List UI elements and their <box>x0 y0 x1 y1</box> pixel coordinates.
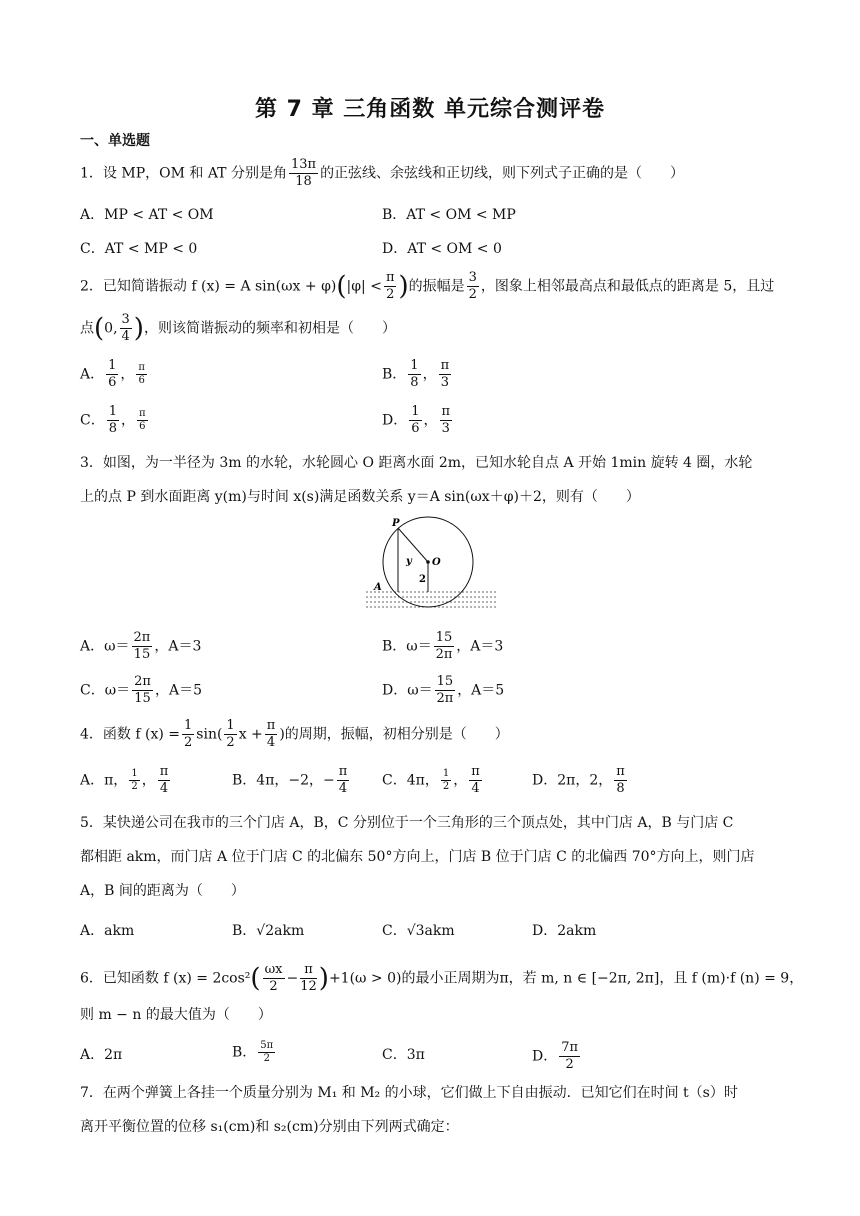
question-3-line-1: 3．如图，为一半径为 3m 的水轮，水轮圆心 O 距离水面 2m，已知水轮自点 A 开始 1min 旋转 4 圈，水轮 <box>80 455 753 471</box>
q4-option-c[interactable]: C．4π， $\frac{1}{2}$ ， $\frac{\pi}{4}$ <box>382 764 480 796</box>
q4-option-b[interactable]: B．4π，−2，− $\frac{\pi}{4}$ <box>232 764 348 796</box>
question-7-line-1: 7．在两个弹簧上各挂一个质量分别为 M₁ 和 M₂ 的小球，它们做上下自由振动．已知它们在时间 t（s）时 <box>80 1085 738 1101</box>
radius-p-o <box>398 528 428 562</box>
q6-option-c[interactable]: C．3π <box>382 1047 425 1063</box>
q6-option-d[interactable]: D． $\frac{7\pi}{2}$ <box>532 1040 579 1072</box>
question-6-line-2: 则 m − n 的最大值为（ ） <box>80 1007 272 1023</box>
q3-option-c[interactable]: C．ω＝ $\frac{2\pi}{15}$ ，A＝5 <box>80 674 202 706</box>
section-heading: 一、单选题 <box>80 133 150 149</box>
q1-fraction: $\frac{13\pi}{18}$ <box>290 157 317 189</box>
water-lines <box>366 592 498 607</box>
q1-prefix: 1．设 MP，OM 和 AT 分别是角 <box>80 165 287 182</box>
q1-suffix: 的正弦线、余弦线和正切线，则下列式子正确的是（ ） <box>320 165 685 182</box>
question-5-line-1: 5．某快递公司在我市的三个门店 A，B，C 分别位于一个三角形的三个顶点处，其中门店 A，B 与门店 C <box>80 815 734 831</box>
q5-option-d[interactable]: D．2akm <box>532 923 597 939</box>
q3-option-d[interactable]: D．ω＝ $\frac{15}{2\pi}$ ，A＝5 <box>382 674 505 706</box>
q2-option-c[interactable]: C． $\frac{1}{8}$ ， $\frac{\pi}{6}$ <box>80 404 146 436</box>
label-2: 2 <box>419 574 426 585</box>
q5-option-b[interactable]: B．√2akm <box>232 923 305 939</box>
question-2-line-1: 2．已知简谐振动 f (x) = A sin(ωx + φ)(|φ| < $\frac{\pi}{2}$ )的振幅是 $\frac{3}{2}$ ，图象上相邻最高点和最低点的距离是 5，且过 <box>80 270 775 302</box>
q3-option-b[interactable]: B．ω＝ $\frac{15}{2\pi}$ ，A＝3 <box>382 630 504 662</box>
q1-option-d[interactable]: D．AT < OM < 0 <box>382 241 502 257</box>
question-5-line-3: A，B 间的距离为（ ） <box>80 883 245 899</box>
question-7-line-2: 离开平衡位置的位移 s₁(cm)和 s₂(cm)分别由下列两式确定： <box>80 1119 459 1135</box>
label-o: O <box>432 557 441 568</box>
q6-option-a[interactable]: A．2π <box>80 1047 123 1063</box>
q1-option-b[interactable]: B．AT < OM < MP <box>382 207 516 223</box>
q1-option-a[interactable]: A．MP < AT < OM <box>80 207 214 223</box>
label-y: y <box>406 556 412 567</box>
q2-option-b[interactable]: B． $\frac{1}{8}$ ， $\frac{\pi}{3}$ <box>382 358 450 390</box>
question-1 <box>80 157 684 190</box>
q5-option-a[interactable]: A．akm <box>80 923 135 939</box>
question-4: 4．函数 f (x) = $\frac{1}{2}$ sin( $\frac{1}{2}$ x + $\frac{\pi}{4}$ )的周期，振幅，初相分别是（ ） <box>80 718 509 750</box>
q2-option-a[interactable]: A． $\frac{1}{6}$ ， $\frac{\pi}{6}$ <box>80 358 145 390</box>
page-title: 第 7 章 三角函数 单元综合测评卷 <box>255 97 605 122</box>
question-5-line-2: 都相距 akm，而门店 A 位于门店 C 的北偏东 50°方向上，门店 B 位于门店 C 的北偏西 70°方向上，则门店 <box>80 849 755 865</box>
label-a: A <box>374 582 382 593</box>
label-p: P <box>392 518 400 529</box>
q3-option-a[interactable]: A．ω＝ $\frac{2\pi}{15}$ ，A＝3 <box>80 630 202 662</box>
center-point <box>426 560 430 564</box>
q6-option-b[interactable]: B． $\frac{5\pi}{2}$ <box>232 1040 274 1064</box>
question-2-line-2: 点(0, $\frac{3}{4}$ )，则该简谐振动的频率和初相是（ ） <box>80 312 396 344</box>
q1-option-c[interactable]: C．AT < MP < 0 <box>80 241 198 257</box>
question-3-line-2: 上的点 P 到水面距离 y(m)与时间 x(s)满足函数关系 y＝A sin(ωx＋φ)＋2，则有（ ） <box>80 489 640 505</box>
water-wheel-figure <box>362 516 502 618</box>
question-6-line-1: 6．已知函数 f (x) = 2cos²( $\frac{\omega x}{2}$ − $\frac{\pi}{12}$ )+1(ω > 0)的最小正周期为π，若 m, n ∈ [−2π, 2π]，且 f (m)·f (n) = 9， <box>80 962 804 994</box>
q5-option-c[interactable]: C．√3akm <box>382 923 455 939</box>
q4-option-a[interactable]: A．π， $\frac{1}{2}$ ， $\frac{\pi}{4}$ <box>80 764 169 796</box>
q2-option-d[interactable]: D． $\frac{1}{6}$ ， $\frac{\pi}{3}$ <box>382 404 451 436</box>
q4-option-d[interactable]: D．2π，2， $\frac{\pi}{8}$ <box>532 764 625 796</box>
